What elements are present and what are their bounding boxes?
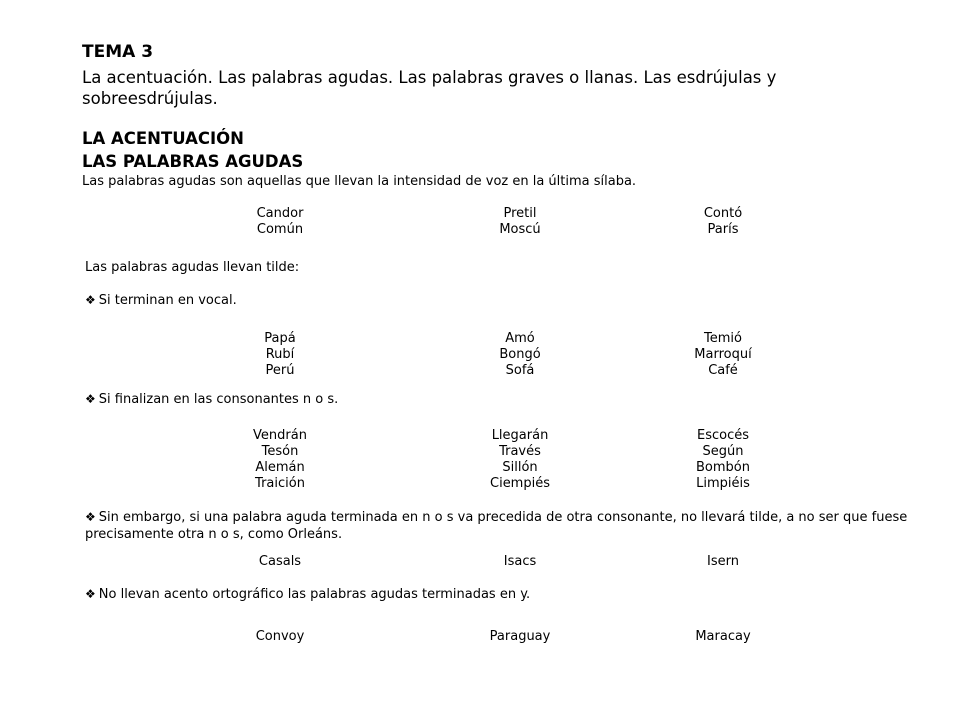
word-cell: Casals — [258, 554, 302, 569]
rule-item-4 — [85, 587, 530, 602]
word-cell: Escocés — [696, 428, 749, 443]
rule-text: Si terminan en vocal. — [98, 293, 237, 308]
word-cell: Vendrán — [253, 428, 307, 443]
section-subtitle: LAS PALABRAS AGUDAS — [82, 152, 304, 171]
topic-subtitle: La acentuación. Las palabras agudas. Las palabras graves o llanas. Las esdrújulas y sobreesdrújulas. — [82, 68, 777, 108]
table-row — [140, 206, 826, 222]
rule-item-2 — [85, 392, 338, 407]
word-cell: Marroquí — [694, 347, 752, 362]
word-cell: Alemán — [255, 460, 305, 475]
word-cell: Sillón — [502, 460, 538, 475]
word-cell: Ciempiés — [490, 476, 550, 491]
examples-table-5 — [140, 629, 826, 645]
word-cell: Amó — [505, 331, 535, 346]
table-row — [140, 476, 826, 492]
word-cell: Café — [708, 363, 738, 378]
diamond-bullet-icon: ❖ — [85, 510, 96, 524]
word-cell: Papá — [264, 331, 296, 346]
table-row — [140, 222, 826, 238]
rule-text: Si finalizan en las consonantes n o s. — [98, 392, 339, 407]
word-cell: Según — [702, 444, 744, 459]
word-cell: París — [707, 222, 739, 237]
word-cell: Pretil — [503, 206, 537, 221]
word-cell: Isern — [707, 554, 739, 569]
word-cell: Sofá — [505, 363, 535, 378]
examples-table-4 — [140, 554, 826, 570]
word-cell: Candor — [256, 206, 304, 221]
table-row — [140, 331, 826, 347]
diamond-bullet-icon: ❖ — [85, 392, 96, 406]
word-cell: Perú — [265, 363, 295, 378]
table-row — [140, 444, 826, 460]
word-cell: Rubí — [265, 347, 295, 362]
table-row — [140, 347, 826, 363]
word-cell: Limpiéis — [696, 476, 750, 491]
rule-text: No llevan acento ortográfico las palabras agudas terminadas en y. — [98, 587, 531, 602]
word-cell: Bombón — [696, 460, 750, 475]
word-cell: Paraguay — [489, 629, 551, 644]
word-cell: Llegarán — [491, 428, 549, 443]
table-row — [140, 629, 826, 645]
table-row — [140, 460, 826, 476]
table-row — [140, 428, 826, 444]
word-cell: Convoy — [255, 629, 305, 644]
diamond-bullet-icon: ❖ — [85, 293, 96, 307]
section-title: LA ACENTUACIÓN — [82, 129, 244, 148]
examples-table-1 — [140, 206, 826, 238]
word-cell: Maracay — [695, 629, 751, 644]
definition-text: Las palabras agudas son aquellas que llevan la intensidad de voz en la última sílaba. — [82, 174, 637, 189]
word-cell: Moscú — [499, 222, 541, 237]
rule-item-1 — [85, 293, 237, 308]
word-cell: Común — [256, 222, 304, 237]
word-cell: Través — [499, 444, 541, 459]
examples-table-3 — [140, 428, 826, 492]
table-row — [140, 554, 826, 570]
word-cell: Bongó — [499, 347, 541, 362]
word-cell: Temió — [704, 331, 742, 346]
word-cell: Isacs — [503, 554, 537, 569]
diamond-bullet-icon: ❖ — [85, 587, 96, 601]
word-cell: Tesón — [261, 444, 299, 459]
examples-table-2 — [140, 331, 826, 379]
word-cell: Traición — [255, 476, 305, 491]
topic-number: TEMA 3 — [82, 42, 154, 62]
rule-item-3 — [85, 509, 915, 543]
table-row — [140, 363, 826, 379]
intro-text: Las palabras agudas llevan tilde: — [85, 260, 300, 275]
rule-text: Sin embargo, si una palabra aguda terminada en n o s va precedida de otra consonante, no llevará tilde, a no ser que fuese precisamente otra n o s, como Orleáns. — [85, 510, 908, 542]
word-cell: Contó — [703, 206, 743, 221]
